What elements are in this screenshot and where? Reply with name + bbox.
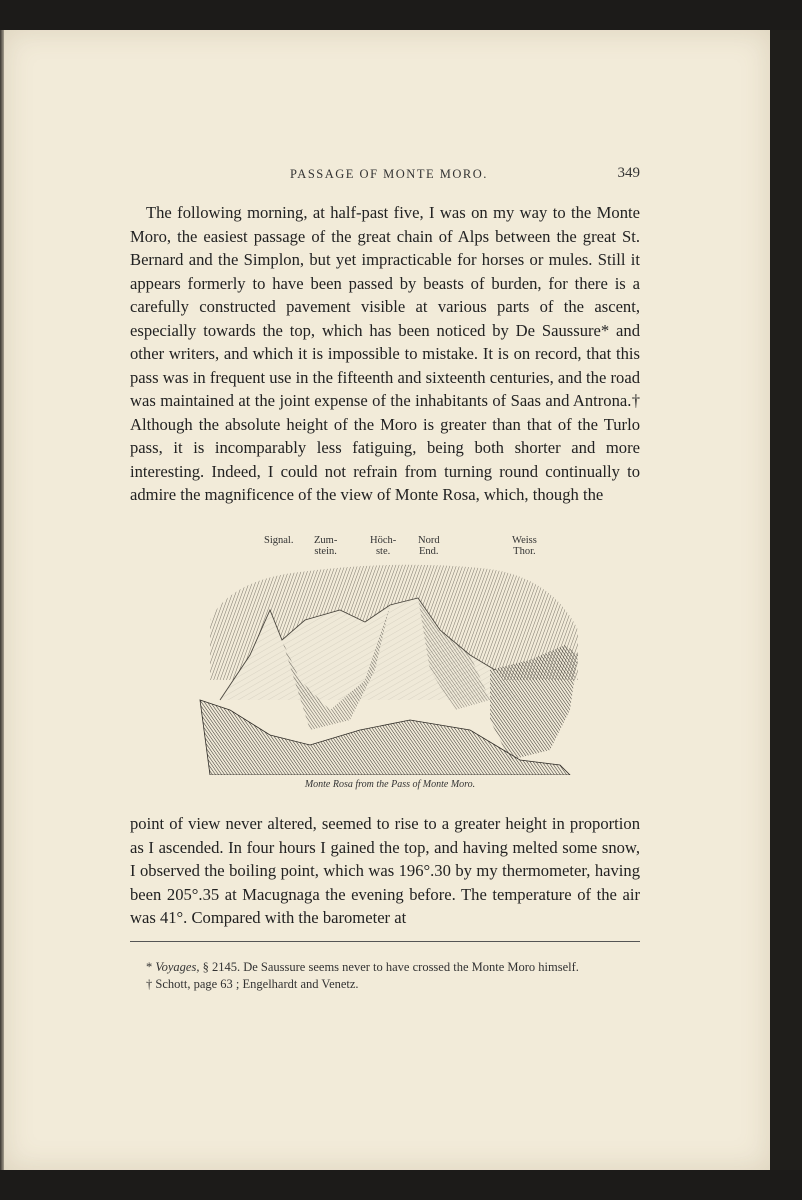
page-number: 349 [617,165,640,181]
monte-rosa-engraving [190,560,590,775]
page-edge-shadow [770,30,802,1170]
footnote-1 [146,960,579,975]
footnote-rule [130,941,640,942]
footnote-reference: Voyages, [155,960,200,974]
footnote-mark: † [146,977,153,991]
peak-label-nord-end: Nord End. [418,535,440,557]
footnote-mark: * [146,960,153,974]
body-paragraph-1: The following morning, at half-past five, I was on my way to the Monte Moro, the easiest passage of the great chain of Alps between the great St. Bernard and the Simplon, but yet impracticable for horses or mules. Still it appears formerly to have been passed by beasts of burden, for there is a carefully constructed pavement visible at various parts of the ascent, especially towards the top, which has been noticed by De Saussure* and other writers, and which it is impossible to mistake. It is on record, that this pass was in frequent use in the fifteenth and sixteenth centuries, and the road was maintained at the joint expense of the inhabitants of Saas and Antrona.† Although the absolute height of the Moro is greater than that of the Turlo pass, it is incomparably less fatiguing, being both shorter and more interesting. Indeed, I could not refrain from turning round continually to admire the magnificence of the view of Monte Rosa, which, though the [130,203,640,504]
peak-label-hochste: Höch- ste. [370,535,397,557]
figure-caption: Monte Rosa from the Pass of Monte Moro. [304,779,476,790]
peak-label-zumstein: Zum- stein. [314,535,338,557]
engraving-figure [190,530,590,795]
body-paragraph-2: point of view never altered, seemed to rise to a greater height in proportion as I ascended. In four hours I gained the top, and having melted some snow, I observed the boiling point, which was 196°.30 by my thermometer, having been 205°.35 at Macugnaga the evening before. The temperature of the air was 41°. Compared with the barometer at [130,814,640,927]
footnote-text: Schott, page 63 ; Engelhardt and Venetz. [152,977,359,991]
peak-label-weiss-thor: Weiss Thor. [512,535,537,557]
footnote-2 [146,977,359,992]
footnote-text: § 2145. De Saussure seems never to have crossed the Monte Moro himself. [199,960,579,974]
page-header [130,165,642,187]
peak-label-signal: Signal. [264,535,294,546]
running-title: PASSAGE OF MONTE MORO. [290,167,488,181]
